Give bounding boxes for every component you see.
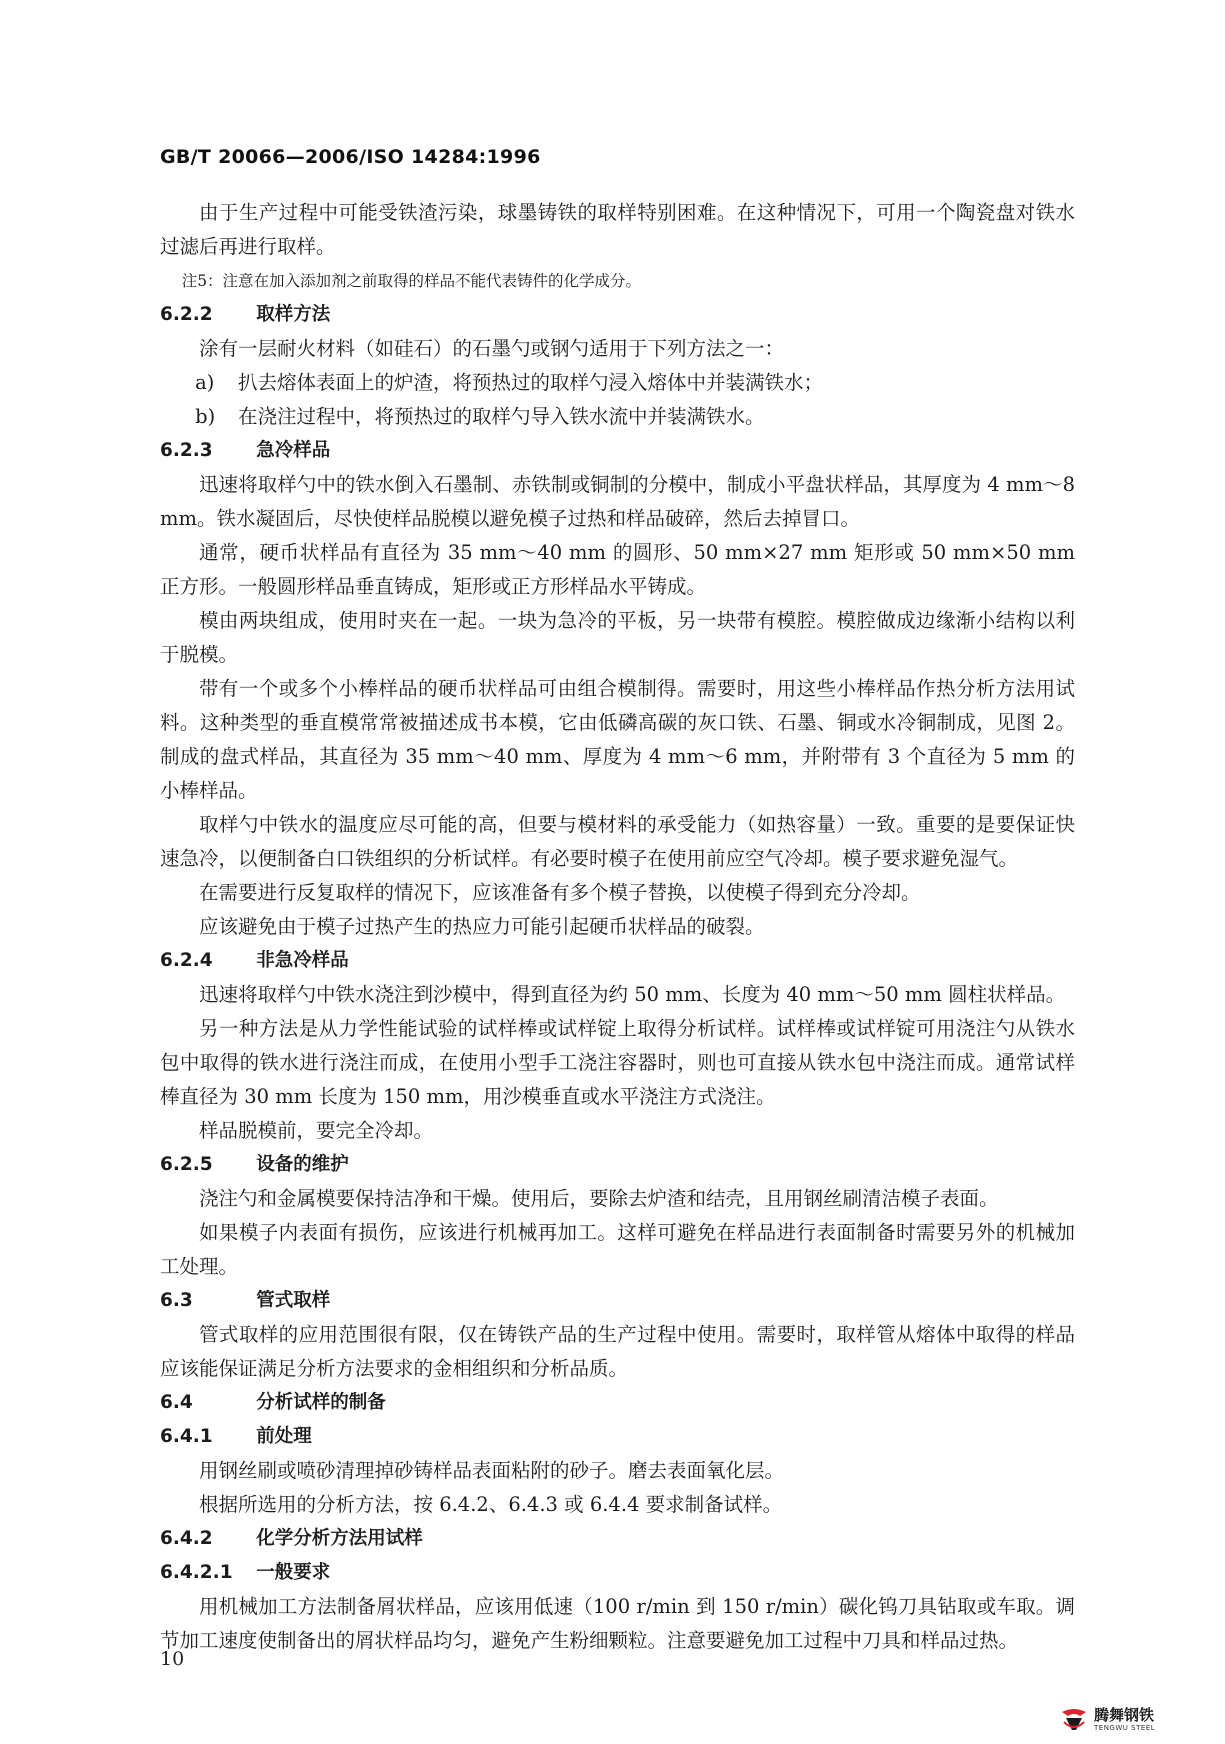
section-heading-6-2-5 — [160, 1148, 1075, 1182]
section-heading-6-4-1 — [160, 1420, 1075, 1454]
note-5: 注5：注意在加入添加剂之前取得的样品不能代表铸件的化学成分。 — [181, 272, 642, 290]
paragraph: 浇注勺和金属模要保持洁净和干燥。使用后，要除去炉渣和结壳，且用钢丝刷清洁模子表面。 — [199, 1187, 999, 1210]
standard-code: GB/T 20066—2006/ISO 14284:1996 — [160, 146, 541, 168]
section-number: 6.2.4 — [160, 950, 213, 971]
section-number: 6.2.2 — [160, 304, 213, 325]
paragraph: 迅速将取样勺中的铁水倒入石墨制、赤铁制或铜制的分模中，制成小平盘状样品，其厚度为 4 mm～8 mm。铁水凝固后，尽快使样品脱模以避免模子过热和样品破碎，然后去掉冒口。 — [160, 473, 1075, 530]
section-heading-6-2-3 — [160, 434, 1075, 468]
list-text: 扒去熔体表面上的炉渣，将预热过的取样勺浸入熔体中并装满铁水； — [237, 371, 823, 394]
paragraph: 样品脱模前，要完全冷却。 — [199, 1119, 434, 1142]
watermark-logo — [1060, 1708, 1155, 1732]
watermark-name-cn: 腾舞钢铁 — [1094, 1706, 1155, 1724]
paragraph: 如果模子内表面有损伤，应该进行机械再加工。这样可避免在样品进行表面制备时需要另外的机械加工处理。 — [160, 1221, 1075, 1278]
paragraph: 在需要进行反复取样的情况下，应该准备有多个模子替换，以使模子得到充分冷却。 — [199, 881, 921, 904]
list-item-a — [160, 366, 1075, 400]
watermark-name-en: TENGWU STEEL — [1094, 1724, 1156, 1732]
document-body — [160, 196, 1075, 1658]
section-title: 设备的维护 — [256, 1154, 349, 1175]
list-label: b) — [195, 405, 216, 428]
section-title: 管式取样 — [256, 1290, 331, 1311]
section-number: 6.2.5 — [160, 1154, 213, 1175]
paragraph: 带有一个或多个小棒样品的硬币状样品可由组合模制得。需要时，用这些小棒样品作热分析方法用试料。这种类型的垂直模常常被描述成书本模，它由低磷高碳的灰口铁、石墨、铜或水冷铜制成，见图 2。制成的盘式样品，其直径为 35 mm～40 mm、厚度为 4 mm～6 mm，并附带有 3 个直径为 5 mm 的小棒样品。 — [160, 677, 1075, 802]
list-label: a) — [195, 371, 215, 394]
paragraph: 通常，硬币状样品有直径为 35 mm～40 mm 的圆形、50 mm×27 mm 矩形或 50 mm×50 mm 正方形。一般圆形样品垂直铸成，矩形或正方形样品水平铸成。 — [160, 541, 1075, 598]
section-heading-6-2-4 — [160, 944, 1075, 978]
paragraph: 取样勺中铁水的温度应尽可能的高，但要与模材料的承受能力（如热容量）一致。重要的是要保证快速急冷，以便制备白口铁组织的分析试样。有必要时模子在使用前应空气冷却。模子要求避免湿气。 — [160, 813, 1075, 870]
paragraph: 模由两块组成，使用时夹在一起。一块为急冷的平板，另一块带有模腔。模腔做成边缘渐小结构以利于脱模。 — [160, 609, 1075, 666]
section-number: 6.4.2 — [160, 1528, 213, 1549]
section-number: 6.2.3 — [160, 440, 213, 461]
section-number: 6.4.1 — [160, 1426, 213, 1447]
paragraph: 根据所选用的分析方法，按 6.4.2、6.4.3 或 6.4.4 要求制备试样。 — [199, 1493, 783, 1516]
paragraph: 管式取样的应用范围很有限，仅在铸铁产品的生产过程中使用。需要时，取样管从熔体中取得的样品应该能保证满足分析方法要求的金相组织和分析品质。 — [160, 1323, 1075, 1380]
watermark-text — [1094, 1708, 1155, 1732]
section-title: 取样方法 — [256, 304, 331, 325]
paragraph: 涂有一层耐火材料（如硅石）的石墨勺或钢勺适用于下列方法之一： — [199, 337, 785, 360]
paragraph: 迅速将取样勺中铁水浇注到沙模中，得到直径为约 50 mm、长度为 40 mm～50 mm 圆柱状样品。 — [199, 983, 1066, 1006]
paragraph: 应该避免由于模子过热产生的热应力可能引起硬币状样品的破裂。 — [199, 915, 765, 938]
paragraph: 由于生产过程中可能受铁渣污染，球墨铸铁的取样特别困难。在这种情况下，可用一个陶瓷盘对铁水过滤后再进行取样。 — [160, 201, 1075, 258]
section-title: 急冷样品 — [256, 440, 331, 461]
section-number: 6.3 — [160, 1290, 193, 1311]
section-title: 分析试样的制备 — [256, 1392, 386, 1413]
page-number: 10 — [160, 1648, 185, 1670]
section-title: 一般要求 — [256, 1562, 331, 1583]
section-title: 前处理 — [256, 1426, 312, 1447]
list-item-b — [160, 400, 1075, 434]
paragraph: 用机械加工方法制备屑状样品，应该用低速（100 r/min 到 150 r/min）碳化钨刀具钻取或车取。调节加工速度使制备出的屑状样品均匀，避免产生粉细颗粒。注意要避免加工过程中刀具和样品过热。 — [160, 1595, 1075, 1652]
section-heading-6-4 — [160, 1386, 1075, 1420]
section-heading-6-2-2 — [160, 298, 1075, 332]
section-heading-6-4-2 — [160, 1522, 1075, 1556]
tengwu-logo-icon — [1060, 1708, 1088, 1732]
section-title: 非急冷样品 — [256, 950, 349, 971]
section-number: 6.4 — [160, 1392, 193, 1413]
section-heading-6-3 — [160, 1284, 1075, 1318]
paragraph: 另一种方法是从力学性能试验的试样棒或试样锭上取得分析试样。试样棒或试样锭可用浇注勺从铁水包中取得的铁水进行浇注而成，在使用小型手工浇注容器时，则也可直接从铁水包中浇注而成。通常试样棒直径为 30 mm 长度为 150 mm，用沙模垂直或水平浇注方式浇注。 — [160, 1017, 1075, 1108]
paragraph: 用钢丝刷或喷砂清理掉砂铸样品表面粘附的砂子。磨去表面氧化层。 — [199, 1459, 785, 1482]
list-text: 在浇注过程中，将预热过的取样勺导入铁水流中并装满铁水。 — [237, 405, 765, 428]
section-number: 6.4.2.1 — [160, 1562, 233, 1583]
section-heading-6-4-2-1 — [160, 1556, 1075, 1590]
section-title: 化学分析方法用试样 — [256, 1528, 423, 1549]
